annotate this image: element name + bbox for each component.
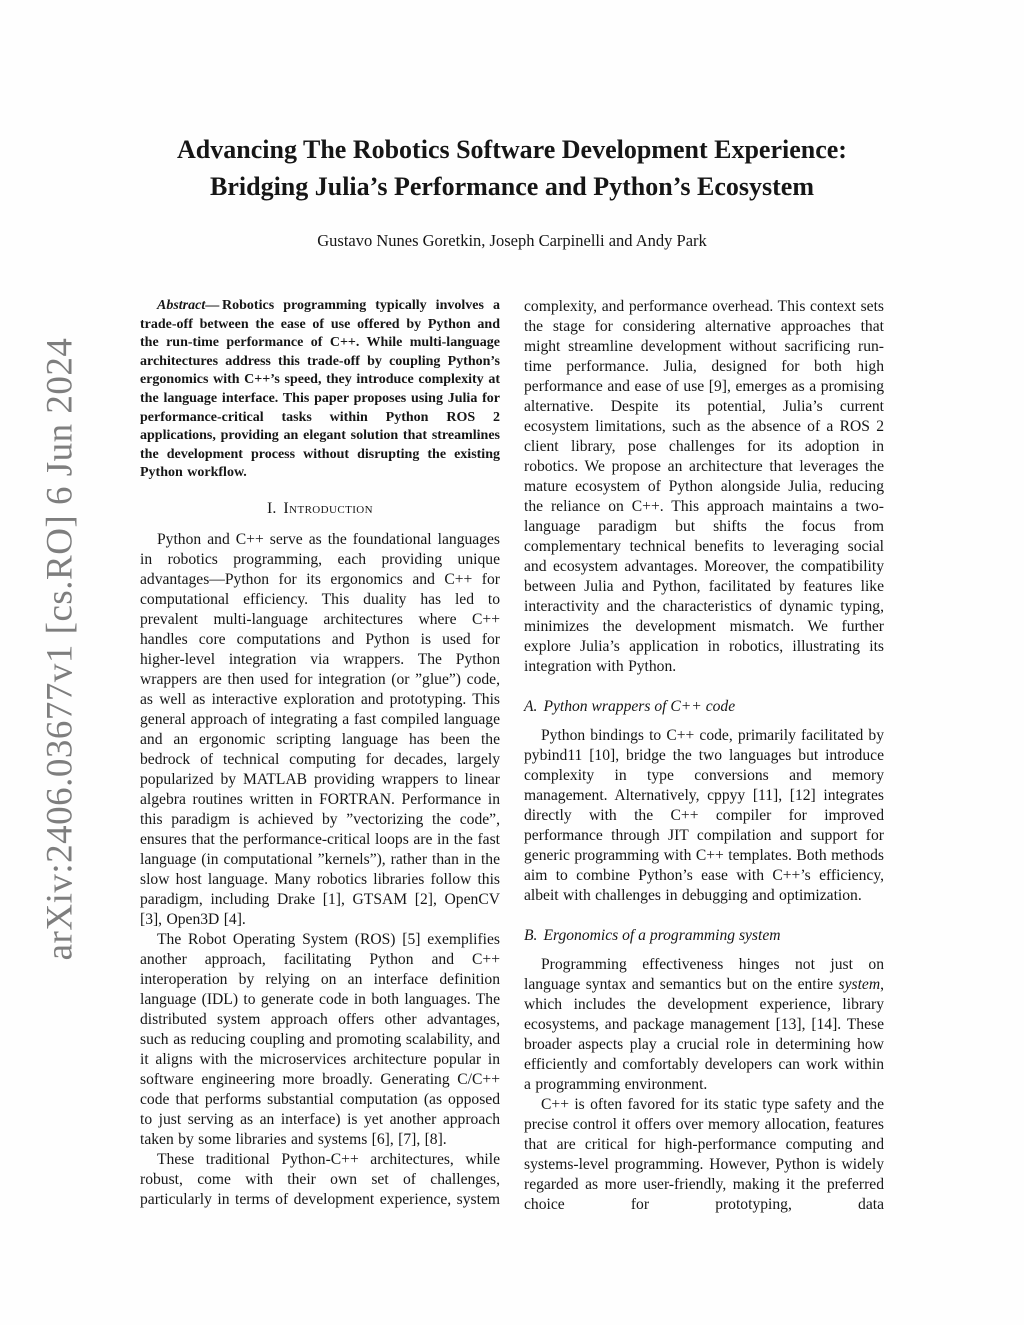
- two-column-body: [140, 297, 884, 1215]
- subsection-b-label: B.: [524, 927, 538, 944]
- paragraph-intro-3: These traditional Python-C++ architectures, while robust, come with their own set of challenges, particularly in terms of development experience, system: [140, 1150, 500, 1208]
- paragraph-b-1: Programming effectiveness hinges not just on language syntax and semantics but on the entire system, which includes the development experience, library ecosystems, and package management [13], [14]. These broader aspects play a crucial role in determining how efficiently and comfortably developers can work within a programming environment.: [524, 956, 884, 1093]
- title-line-1: Advancing The Robotics Software Development Experience:: [177, 135, 847, 164]
- subsection-heading-b: [524, 927, 884, 945]
- paragraph-a-1: Python bindings to C++ code, primarily facilitated by pybind11 [10], bridge the two languages but introduce complexity in type conversions and memory management. Alternatively, cppyy [11], [12] integrates directly with the C++ compiler for improved performance through JIT compilation and support for generic programming with C++ templates. Both methods aim to combine Python’s ease with C++’s efficiency, albeit with challenges in debugging and optimization.: [524, 727, 884, 904]
- subsection-heading-a: [524, 698, 884, 716]
- section-number: I.: [267, 499, 277, 517]
- paragraph-intro-3-continuation: complexity, and performance overhead. This context sets the stage for considering alternative approaches that might streamline development without sacrificing run-time performance. Julia, designed for both high performance and ease of use [9], emerges as a promising alternative. Despite its potential, Julia’s current ecosystem limitations, such as the absence of a ROS 2 client library, pose challenges for its adoption in robotics. We propose an architecture that leverages the mature ecosystem of Python alongside Julia, reducing the reliance on C++. This approach maintains a two-language paradigm but shifts the focus from complementary technical benefits to leveraging social and ecosystem advantages. Moreover, the compatibility between Julia and Python, facilitated by features like interactivity and the characteristics of dynamic typing, minimizes the development mismatch. We further explore Julia’s application in robotics, illustrating its integration with Python.: [524, 298, 884, 675]
- paper-title: [140, 131, 884, 205]
- subsection-a-label: A.: [524, 698, 538, 715]
- title-line-2: Bridging Julia’s Performance and Python’s Ecosystem: [210, 172, 814, 201]
- abstract: [140, 297, 500, 483]
- paragraph-b-2: C++ is often favored for its static type safety and the precise control it offers over memory allocation, features that are critical for high-performance computing and systems-level programming. However, Python is widely regarded as more user-friendly, making it the preferred choice for prototyping, data: [524, 1096, 884, 1213]
- column-left: [140, 297, 500, 1215]
- authors-line: Gustavo Nunes Goretkin, Joseph Carpinelli and Andy Park: [317, 231, 707, 250]
- section-heading-introduction: [140, 500, 500, 518]
- paragraph-intro-1: Python and C++ serve as the foundational languages in robotics programming, each providing unique advantages—Python for its ergonomics and C++ for computational efficiency. This duality has led to prevalent multi-language architectures where C++ handles core computations and Python is used for higher-level integration via wrappers. The Python wrappers are then used for integration (or ”glue”) code, as well as interactive exploration and prototyping. This general approach of integrating a fast compiled language and an ergonomic scripting language has been the bedrock of technical computing for decades, largely popularized by MATLAB providing wrappers to linear algebra routines written in FORTRAN. Performance in this paradigm is achieved by ”vectorizing the code”, ensures that the performance-critical loops are in the fast language (in computational ”kernels”), rather than in the slow host language. Many robotics libraries follow this paradigm, including Drake [1], GTSAM [2], OpenCV [3], Open3D [4].: [140, 530, 500, 928]
- section-title: Introduction: [283, 499, 373, 517]
- subsection-b-title: Ergonomics of a programming system: [543, 927, 781, 944]
- abstract-text: — Robotics programming typically involves a trade-off between the ease of use offered by Python and the run-time performance of C++. While multi-language architectures address this trade-off by coupling Python’s ergonomics with C++’s speed, they introduce complexity at the language interface. This paper proposes using Julia for performance-critical tasks within Python ROS 2 applications, providing an elegant solution that streamlines the development process without disrupting the existing Python workflow.: [140, 298, 500, 481]
- arxiv-watermark: arXiv:2406.03677v1 [cs.RO] 6 Jun 2024: [39, 337, 81, 961]
- subsection-a-title: Python wrappers of C++ code: [543, 698, 736, 715]
- paper-header: [140, 131, 884, 251]
- column-right: [524, 297, 884, 1215]
- abstract-label: Abstract: [157, 298, 206, 313]
- paragraph-intro-2: The Robot Operating System (ROS) [5] exemplifies another approach, facilitating Python and C++ interoperation by relying on an interface definition language (IDL) to generate code in both languages. The distributed system approach offers other advantages, such as reducing coupling and promoting scalability, and it aligns with the microservices architecture popular in software engineering more broadly. Generating C/C++ code that performs substantial computation (as opposed to just serving as an interface) is yet another approach taken by some libraries and systems [6], [7], [8].: [140, 930, 500, 1148]
